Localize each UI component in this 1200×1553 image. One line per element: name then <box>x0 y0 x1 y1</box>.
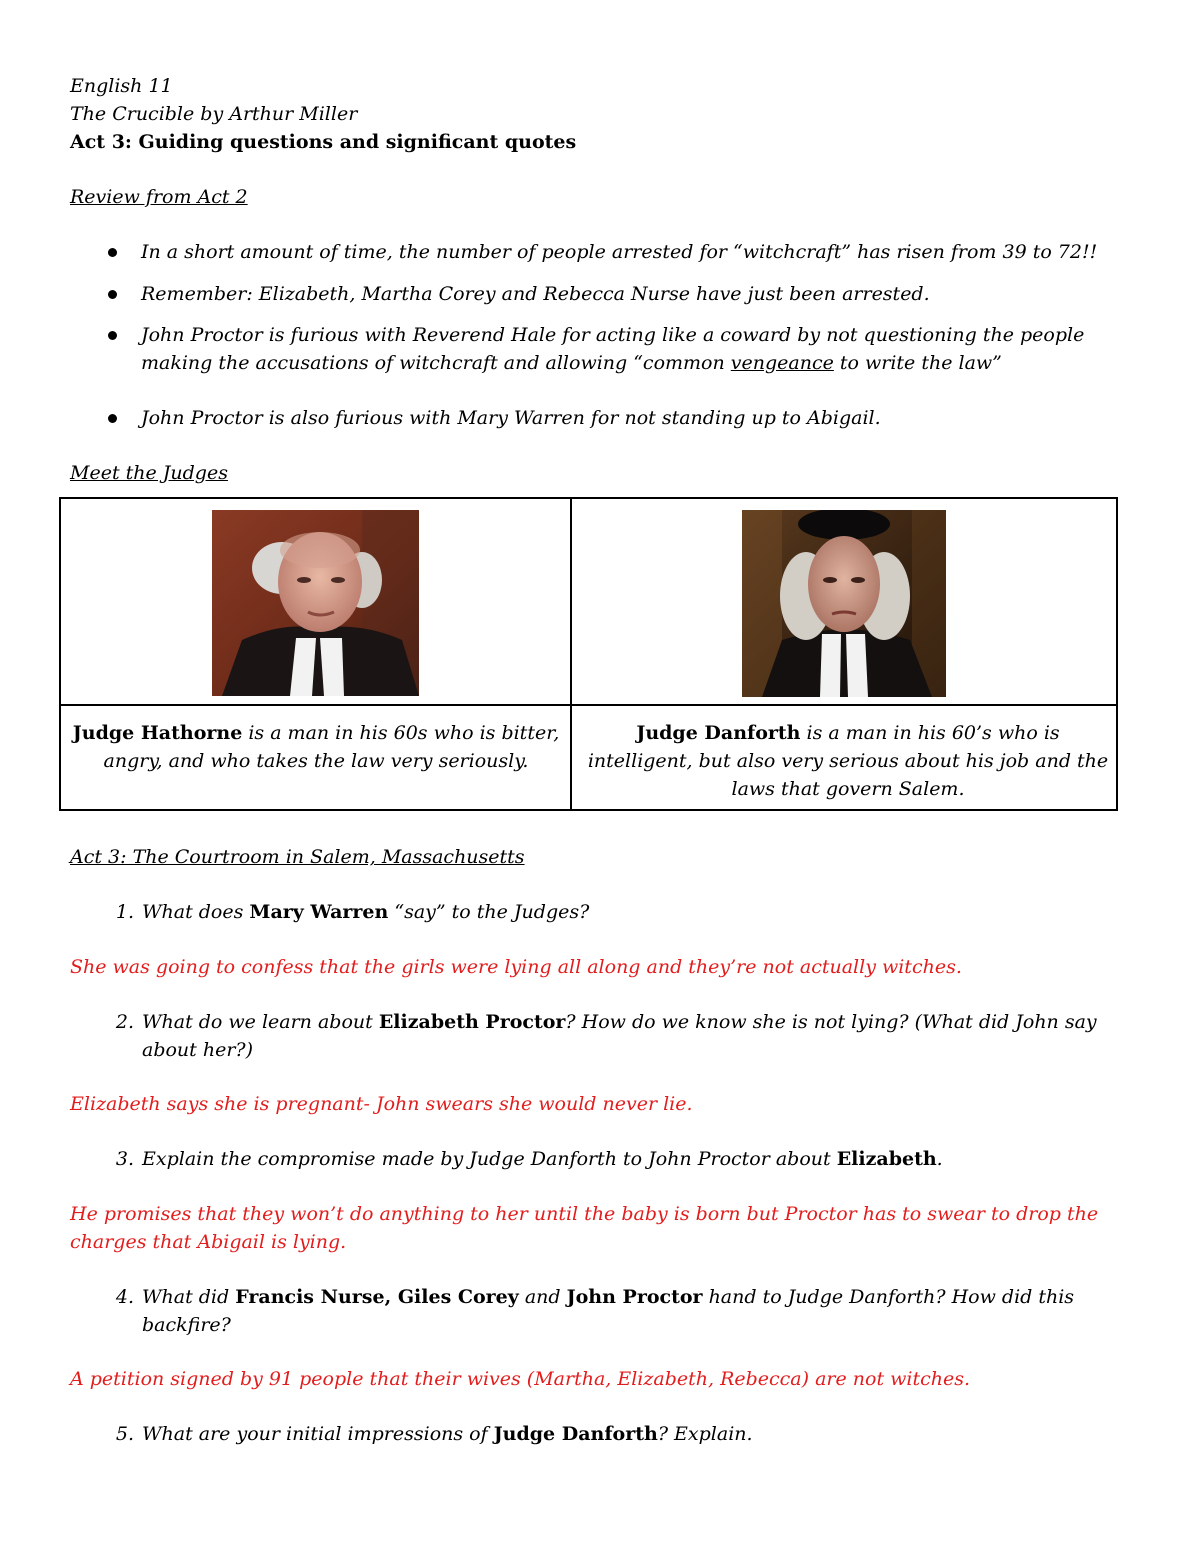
question-5 <box>142 1420 1152 1448</box>
review-bullet: In a short amount of time, the number of people arrested for “witchcraft” has risen from 39 to 72!! <box>141 241 1098 263</box>
question-text: “say” to the Judges? <box>388 901 590 923</box>
question-number: 4. <box>115 1286 134 1308</box>
review-bullet: John Proctor is also furious with Mary Warren for not standing up to Abigail. <box>141 407 881 429</box>
page-title: Act 3: Guiding questions and significant quotes <box>70 131 577 153</box>
question-emphasis: John Proctor <box>566 1286 703 1308</box>
danforth-caption <box>587 719 1109 803</box>
question-1 <box>142 898 1152 926</box>
answer-2: Elizabeth says she is pregnant- John swears she would never lie. <box>70 1093 693 1115</box>
question-emphasis: Elizabeth <box>836 1148 937 1170</box>
review-heading: Review from Act 2 <box>70 186 248 208</box>
question-text: ? How do we know she is not lying? (What did John say about her?) <box>142 1011 1097 1061</box>
question-number: 1. <box>115 901 134 923</box>
question-emphasis: Judge Danforth <box>493 1423 658 1445</box>
hathorne-desc: is a man in his 60s who is bitter, angry, and who takes the law very seriously. <box>103 722 560 772</box>
course-name: English 11 <box>70 75 173 97</box>
question-text: ? Explain. <box>657 1423 753 1445</box>
review-bullet <box>141 321 1151 377</box>
answer-1: She was going to confess that the girls were lying all along and they’re not actually witches. <box>70 956 962 978</box>
hathorne-portrait-photo <box>212 510 419 696</box>
question-text: and <box>518 1286 567 1308</box>
danforth-desc: is a man in his 60’s who is intelligent, but also very serious about his job and the laws that govern Salem. <box>587 722 1109 800</box>
judges-table <box>59 497 1118 811</box>
vengeance-word: vengeance <box>730 352 834 374</box>
question-number: 3. <box>115 1148 134 1170</box>
bullet-icon <box>108 414 117 423</box>
bullet-icon <box>108 290 117 299</box>
table-divider <box>570 499 572 809</box>
answer-3: He promises that they won’t do anything to her until the baby is born but Proctor has to swear to drop the charges that Abigail is lying. <box>70 1203 1099 1253</box>
portrait-icon <box>742 510 946 697</box>
answer-4: A petition signed by 91 people that their wives (Martha, Elizabeth, Rebecca) are not witches. <box>70 1368 971 1390</box>
question-2 <box>142 1008 1127 1064</box>
question-4 <box>142 1283 1102 1339</box>
review-bullet-pre: John Proctor is furious with Reverend Hale for acting like a coward by not questioning the people making the accusations of witchcraft and allowing “common <box>141 324 1085 374</box>
review-bullet-post: to write the law” <box>833 352 1002 374</box>
hathorne-name: Judge Hathorne <box>72 722 243 744</box>
question-number: 5. <box>115 1423 134 1445</box>
question-emphasis: Francis Nurse, Giles Corey <box>235 1286 519 1308</box>
review-bullet: Remember: Elizabeth, Martha Corey and Rebecca Nurse have just been arrested. <box>141 283 930 305</box>
question-text: What are your initial impressions of <box>142 1423 494 1445</box>
question-text: What do we learn about <box>142 1011 379 1033</box>
hathorne-caption <box>71 719 561 775</box>
question-text: What does <box>142 901 250 923</box>
question-text: Explain the compromise made by Judge Danforth to John Proctor about <box>142 1148 837 1170</box>
bullet-icon <box>108 248 117 257</box>
question-emphasis: Mary Warren <box>249 901 389 923</box>
judges-heading: Meet the Judges <box>70 462 228 484</box>
book-title: The Crucible by Arthur Miller <box>70 103 358 125</box>
question-text: hand to Judge Danforth? How did this backfire? <box>142 1286 1075 1336</box>
danforth-name: Judge Danforth <box>636 722 801 744</box>
act3-heading: Act 3: The Courtroom in Salem, Massachusetts <box>70 846 525 868</box>
question-number: 2. <box>115 1011 134 1033</box>
portrait-icon <box>212 510 419 696</box>
question-text: . <box>936 1148 943 1170</box>
question-text: What did <box>142 1286 236 1308</box>
bullet-icon <box>108 331 117 340</box>
question-emphasis: Elizabeth Proctor <box>378 1011 566 1033</box>
question-3 <box>142 1145 1152 1173</box>
table-divider <box>61 704 1116 706</box>
danforth-portrait-photo <box>742 510 946 697</box>
